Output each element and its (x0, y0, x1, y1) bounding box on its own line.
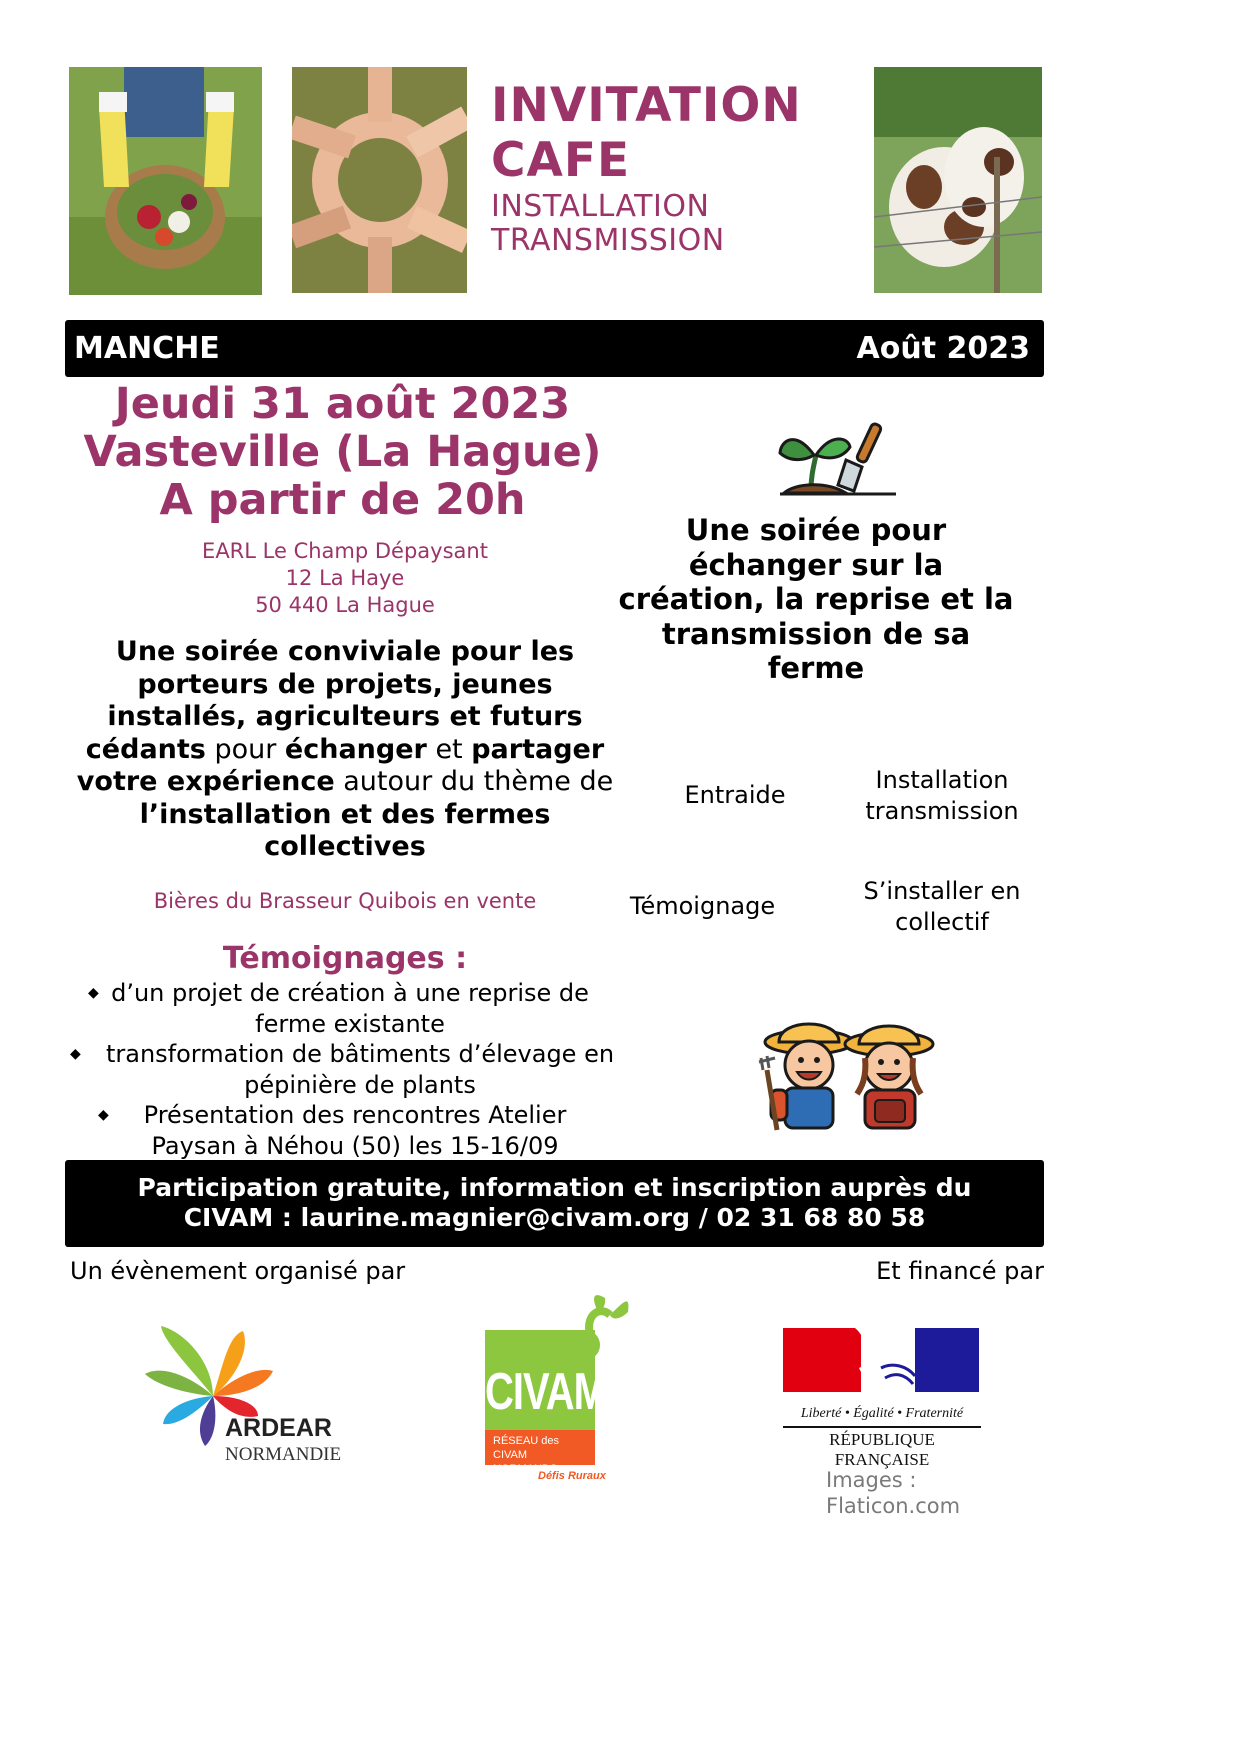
keyword-collectif: S’installer en collectif (863, 877, 1021, 936)
region-label: MANCHE (74, 331, 220, 366)
civam-name: CIVAM (485, 1363, 606, 1421)
testimonials-list (70, 978, 620, 1161)
civam-slogan: Défis Ruraux (538, 1470, 606, 1482)
civam-network: RÉSEAU des CIVAM NORMANDS (485, 1430, 595, 1465)
invitation-title: INVITATION CAFE (491, 78, 802, 188)
republique-francaise-logo (783, 1326, 983, 1469)
ardear-region: NORMANDIE (225, 1444, 342, 1465)
event-place: Vasteville (La Hague) (83, 427, 602, 477)
evening-tagline: Une soirée pour échanger sur la création, la reprise et la transmission de sa ferme (618, 513, 1014, 685)
rf-divider (783, 1426, 981, 1428)
civam-logo (480, 1290, 630, 1495)
list-item: ◆ Présentation des rencontres Atelier Paysan à Néhou (50) les 15-16/09 (98, 1101, 567, 1160)
event-time: A partir de 20h (159, 475, 526, 525)
keyword-temoignage: Témoignage (629, 892, 776, 920)
event-date: Jeudi 31 août 2023 (114, 379, 571, 429)
marianne-icon (845, 1328, 915, 1392)
list-item: ◆ transformation de bâtiments d’élevage en pépinière de plants (70, 1040, 615, 1099)
registration-line1: Participation gratuite, information et inscription auprès du (137, 1173, 972, 1202)
beer-note: Bières du Brasseur Quibois en vente (153, 889, 537, 913)
financed-by-label: Et financé par (876, 1257, 1044, 1285)
keyword-entraide: Entraide (684, 781, 786, 809)
farmers-couple-icon (757, 1010, 939, 1132)
ardear-logo (133, 1316, 355, 1476)
event-address: EARL Le Champ Dépaysant 12 La Haye 50 440 La Hague (202, 539, 488, 617)
image-credits: Images : Flaticon.com (826, 1468, 961, 1518)
ardear-name: ARDEAR (225, 1414, 332, 1442)
invitation-subtitle: INSTALLATION TRANSMISSION (491, 189, 725, 258)
event-description: Une soirée conviviale pour les porteurs de projets, jeunes installés, agriculteurs et futurs cédants pour échanger et partager votre expérience autour du thème de l’installation et des fermes collectives (76, 636, 614, 862)
rf-name: RÉPUBLIQUE FRANÇAISE (829, 1430, 935, 1469)
keyword-installation-transmission: Installation transmission (865, 766, 1019, 825)
event-headline (65, 380, 620, 524)
rf-motto: Liberté • Égalité • Fraternité (800, 1406, 964, 1421)
month-label: Août 2023 (856, 331, 1030, 366)
list-item: ◆ d’un projet de création à une reprise de ferme existante (88, 979, 589, 1038)
organized-by-label: Un évènement organisé par (70, 1257, 406, 1285)
registration-banner (65, 1160, 1044, 1247)
joined-hands-photo (292, 67, 467, 293)
vegetable-basket-photo (69, 67, 262, 295)
cows-photo (874, 67, 1042, 293)
testimonials-heading: Témoignages : (222, 941, 468, 976)
registration-line2[interactable]: CIVAM : laurine.magnier@civam.org / 02 31 68 80 58 (183, 1203, 926, 1232)
seedling-trowel-icon (776, 415, 902, 497)
top-banner (65, 320, 1044, 377)
